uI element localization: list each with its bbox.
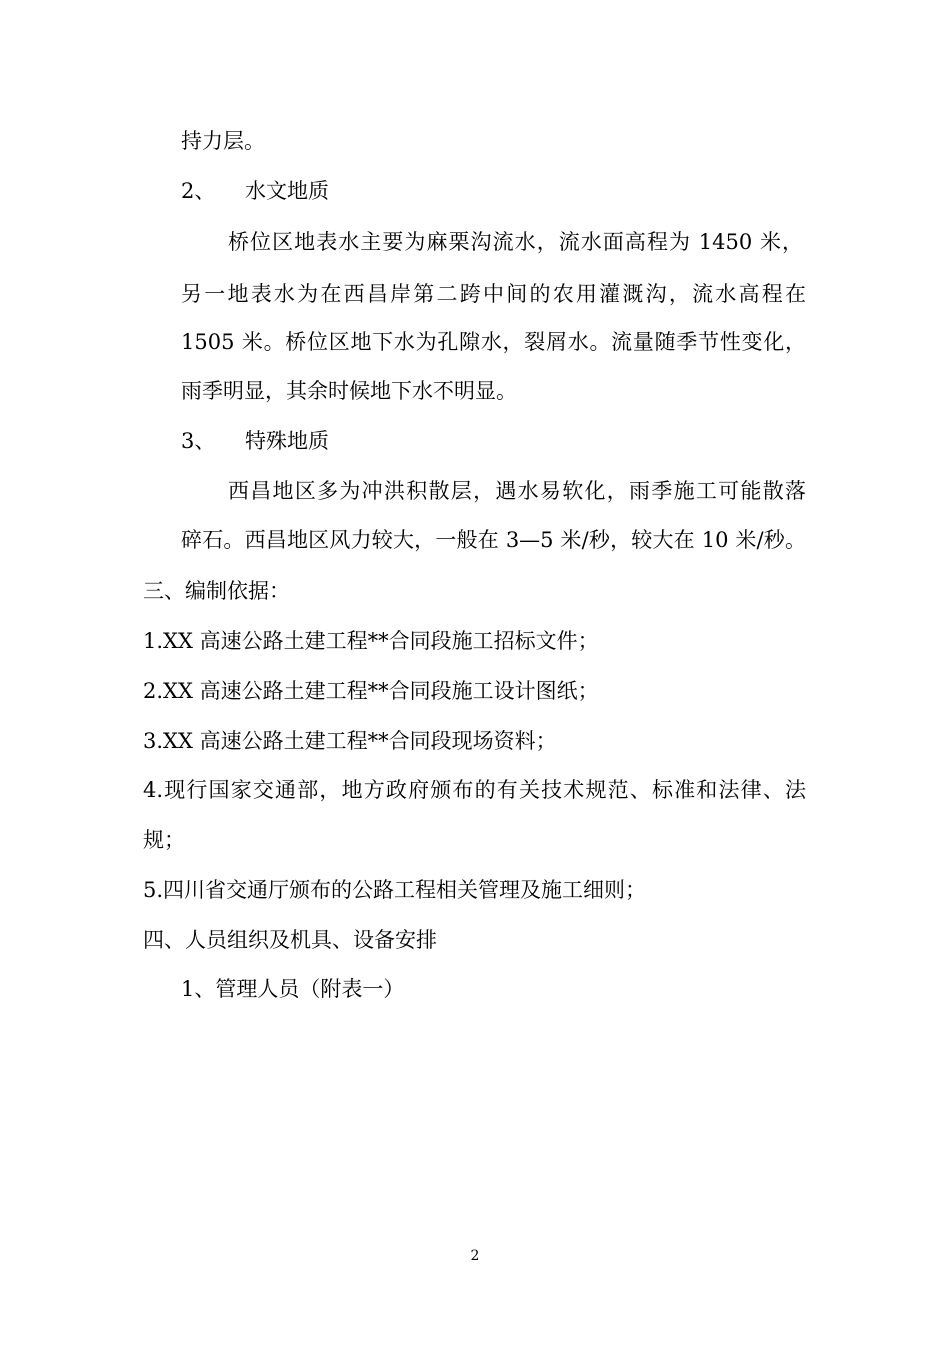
- paragraph-text: 碎石。西昌地区风力较大，一般在 3—5 米/秒，较大在 10 米/秒。: [181, 528, 806, 552]
- paragraph-text: 1505 米。桥位区地下水为孔隙水，裂屑水。流量随季节性变化，: [181, 330, 806, 354]
- paragraph-text: 雨季明显，其余时候地下水不明显。: [181, 379, 517, 403]
- paragraph-text: 持力层。: [181, 129, 265, 153]
- chapter-heading: 四、人员组织及机具、设备安排: [143, 928, 437, 952]
- section-number: 3、: [181, 429, 216, 453]
- section-heading: 水文地质: [245, 179, 329, 203]
- paragraph-text: 桥位区地表水主要为麻栗沟流水，流水面高程为 1450 米，: [228, 230, 803, 254]
- list-item-continuation: 规；: [143, 828, 185, 852]
- subsection-heading: 1、管理人员（附表一）: [181, 977, 405, 1001]
- paragraph-text: 西昌地区多为冲洪积散层，遇水易软化，雨季施工可能散落: [228, 479, 806, 503]
- list-item: 2.XX 高速公路土建工程**合同段施工设计图纸；: [143, 679, 599, 703]
- list-item: 4.现行国家交通部，地方政府颁布的有关技术规范、标准和法律、法: [143, 778, 806, 802]
- paragraph-text: 另一地表水为在西昌岸第二跨中间的农用灌溉沟，流水高程在: [181, 282, 806, 306]
- list-item: 3.XX 高速公路土建工程**合同段现场资料；: [143, 729, 557, 753]
- page-number: 2: [470, 1248, 480, 1264]
- list-item: 5.四川省交通厅颁布的公路工程相关管理及施工细则；: [143, 878, 647, 902]
- section-heading: 特殊地质: [245, 429, 329, 453]
- chapter-heading: 三、编制依据：: [143, 579, 290, 603]
- list-item: 1.XX 高速公路土建工程**合同段施工招标文件；: [143, 629, 599, 653]
- section-number: 2、: [181, 179, 216, 203]
